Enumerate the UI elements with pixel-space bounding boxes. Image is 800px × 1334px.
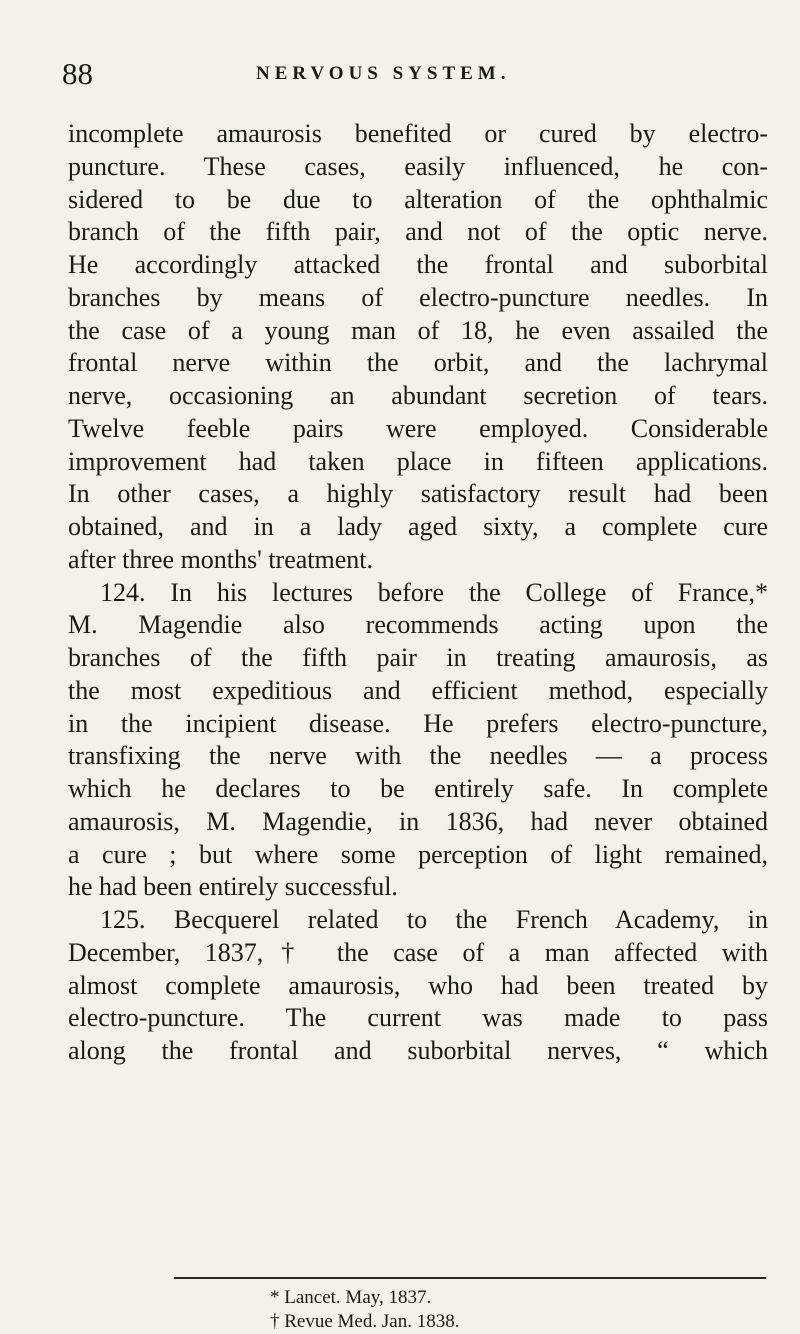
text-line: after three months' treatment. — [68, 544, 374, 574]
text-line: In other cases, a highly satisfactory result had been — [68, 479, 768, 509]
text-line: frontal nerve within the orbit, and the lachrymal — [68, 348, 768, 378]
text-line: M. Magendie also recommends acting upon the — [68, 610, 768, 640]
text-line: along the frontal and suborbital nerves, “ which — [68, 1036, 768, 1065]
footnote-lancet: * Lancet. May, 1837. — [270, 1287, 432, 1308]
running-head: NERVOUS SYSTEM. — [256, 63, 511, 84]
text-line: electro-puncture. The current was made to pass — [68, 1003, 768, 1033]
text-line: amaurosis, M. Magendie, in 1836, had never obtained — [68, 806, 768, 836]
page-number: 88 — [62, 56, 93, 91]
text-line: transfixing the nerve with the needles — a process — [68, 741, 768, 771]
text-line: which he declares to be entirely safe. In complete — [68, 774, 768, 803]
body-text — [68, 118, 768, 1068]
text-line: he had been entirely successful. — [68, 872, 398, 902]
text-line: branches by means of electro-puncture needles. In — [68, 282, 768, 312]
footnotes — [270, 1286, 459, 1334]
text-line: in the incipient disease. He prefers electro-puncture, — [68, 708, 768, 738]
text-line: puncture. These cases, easily influenced, he con- — [68, 151, 768, 181]
text-line: incomplete amaurosis benefited or cured by electro- — [68, 119, 768, 148]
text-line: branch of the fifth pair, and not of the optic nerve. — [68, 217, 768, 247]
text-line: sidered to be due to alteration of the ophthalmic — [68, 184, 768, 214]
text-line: the most expeditious and efficient method, especially — [68, 675, 768, 705]
text-line: He accordingly attacked the frontal and suborbital — [68, 250, 768, 279]
text-line: nerve, occasioning an abundant secretion of tears. — [68, 381, 768, 410]
text-line: Twelve feeble pairs were employed. Considerable — [68, 413, 768, 443]
text-line: obtained, and in a lady aged sixty, a complete cure — [68, 512, 768, 541]
text-line: improvement had taken place in fifteen applications. — [68, 446, 768, 476]
text-line: a cure ; but where some perception of light remained, — [68, 839, 768, 869]
footnote-divider — [174, 1277, 766, 1279]
text-line: the case of a young man of 18, he even assailed the — [68, 315, 768, 345]
text-line: December, 1837,† the case of a man affected with — [68, 937, 768, 967]
text-line: branches of the fifth pair in treating amaurosis, as — [68, 643, 768, 672]
text-line: almost complete amaurosis, who had been treated by — [68, 970, 768, 1000]
footnote-revue-med: † Revue Med. Jan. 1838. — [270, 1311, 460, 1332]
paragraph-125-start: 125. Becquerel related to the French Academy, in — [100, 905, 768, 934]
paragraph-124-start: 124. In his lectures before the College of France,* — [100, 577, 768, 607]
